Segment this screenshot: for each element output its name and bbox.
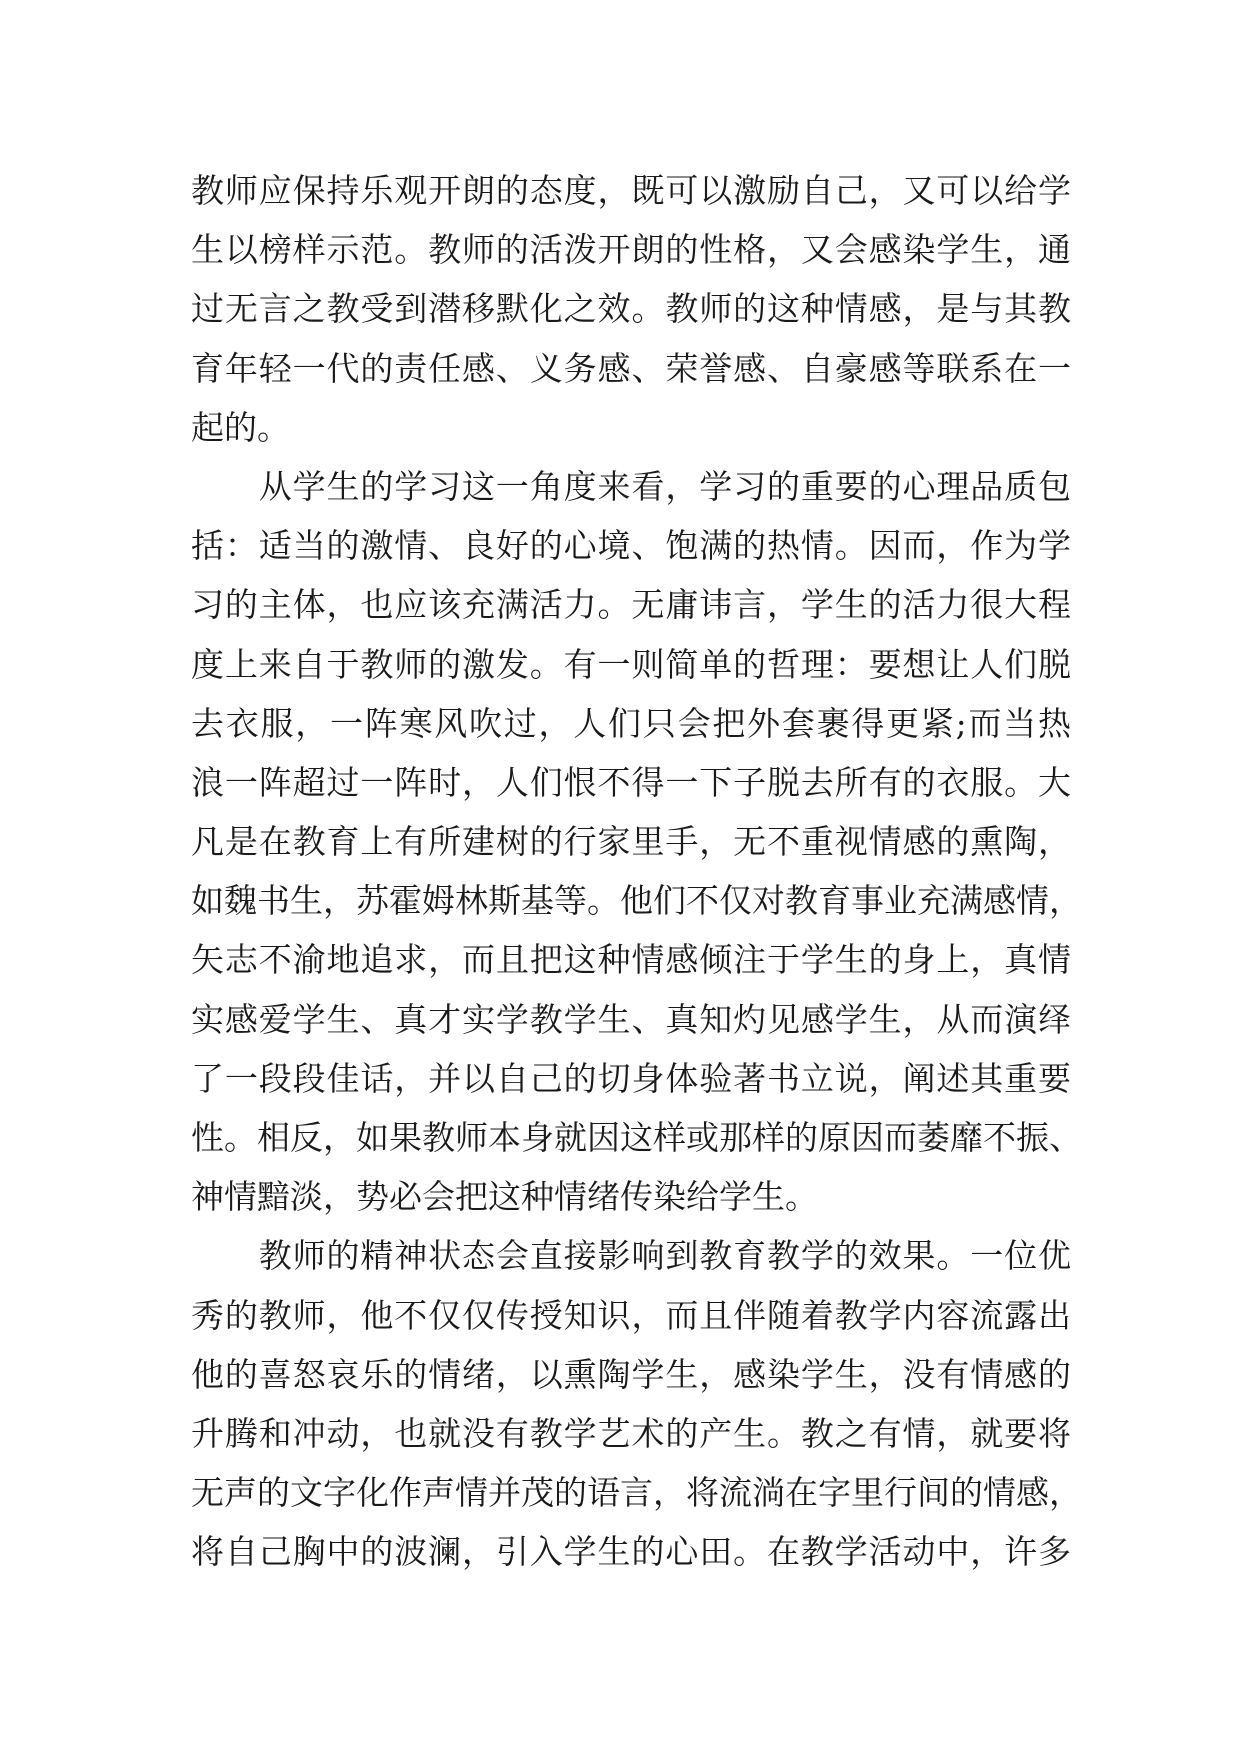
text-line: 起的。: [191, 407, 290, 447]
text-line: 他的喜怒哀乐的情绪，以熏陶学生，感染学生，没有情感的: [191, 1354, 1071, 1394]
text-line: 从学生的学习这一角度来看，学习的重要的心理品质包: [191, 466, 1071, 506]
text-line: 括：适当的激情、良好的心境、饱满的热情。因而，作为学: [191, 526, 1071, 566]
text-line: 凡是在教育上有所建树的行家里手，无不重视情感的熏陶，: [191, 822, 1071, 862]
text-line: 习的主体，也应该充满活力。无庸讳言，学生的活力很大程: [191, 585, 1071, 625]
text-line: 育年轻一代的责任感、义务感、荣誉感、自豪感等联系在一: [191, 348, 1071, 388]
text-line: 如魏书生，苏霍姆林斯基等。他们不仅对教育事业充满感情，: [191, 881, 1082, 921]
text-line: 无声的文字化作声情并茂的语言，将流淌在字里行间的情感，: [191, 1473, 1082, 1513]
text-line: 升腾和冲动，也就没有教学艺术的产生。教之有情，就要将: [191, 1413, 1071, 1453]
text-line: 矢志不渝地追求，而且把这种情感倾注于学生的身上，真情: [191, 940, 1071, 980]
text-line: 教师的精神状态会直接影响到教育教学的效果。一位优: [191, 1236, 1071, 1276]
text-line: 生以榜样示范。教师的活泼开朗的性格，又会感染学生，通: [191, 230, 1071, 270]
text-line: 将自己胸中的波澜，引入学生的心田。在教学活动中，许多: [191, 1532, 1071, 1572]
text-line: 神情黯淡，势必会把这种情绪传染给学生。: [191, 1177, 818, 1217]
text-line: 了一段段佳话，并以自己的切身体验著书立说，阐述其重要: [191, 1058, 1071, 1098]
text-line: 秀的教师，他不仅仅传授知识，而且伴随着教学内容流露出: [191, 1295, 1071, 1335]
text-line: 实感爱学生、真才实学教学生、真知灼见感学生，从而演绎: [191, 999, 1071, 1039]
text-line: 过无言之教受到潜移默化之效。教师的这种情感，是与其教: [191, 289, 1071, 329]
text-line: 教师应保持乐观开朗的态度，既可以激励自己，又可以给学: [191, 171, 1071, 210]
body-text: [191, 161, 1082, 1582]
text-line: 度上来自于教师的激发。有一则简单的哲理：要想让人们脱: [191, 644, 1071, 684]
text-line: 性。相反，如果教师本身就因这样或那样的原因而萎靡不振、: [191, 1118, 1082, 1157]
text-line: 去衣服，一阵寒风吹过，人们只会把外套裹得更紧;而当热: [191, 703, 1071, 743]
text-line: 浪一阵超过一阵时，人们恨不得一下子脱去所有的衣服。大: [191, 762, 1071, 802]
